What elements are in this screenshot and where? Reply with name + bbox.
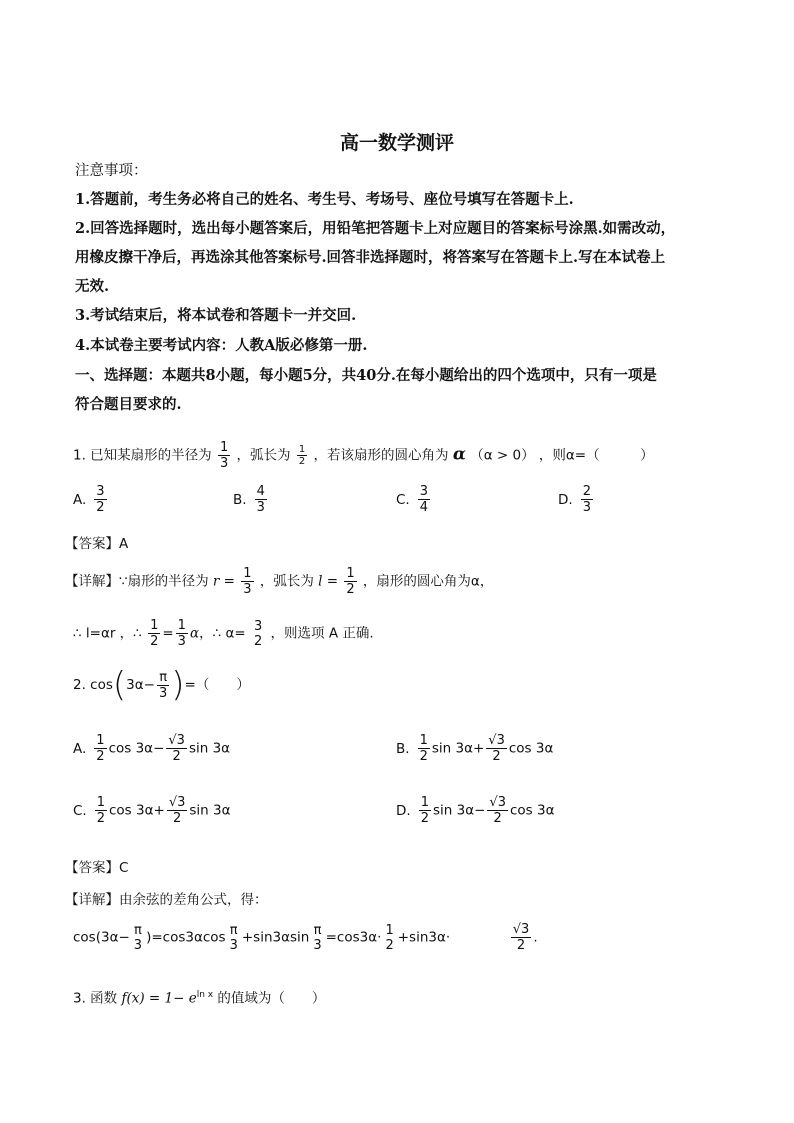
notice-item-4: 4.本试卷主要考试内容：人教A版必修第一册.	[75, 337, 368, 354]
q1-text-post: ，若该扇形的圆心角为	[313, 447, 449, 464]
q2-detail: 【详解】由余弦的差角公式，得：	[65, 892, 268, 908]
q1-text-mid: ，弧长为	[236, 447, 291, 464]
question-1	[73, 440, 734, 471]
q2-option-c: C. $\frac{1}{2}$ cos 3α+ $\frac{√3}{2}$ sin 3α	[73, 795, 231, 826]
notice-item-3: 3.考试结束后，将本试卷和答题卡一并交回.	[75, 307, 357, 324]
q1-text-pre: 1. 已知某扇形的半径为	[73, 447, 212, 464]
notice-heading: 注意事项：	[75, 163, 148, 179]
q2-answer: 【答案】C	[65, 860, 129, 876]
page-title: 高一数学测评	[339, 132, 454, 154]
question-2: 2. cos(3α− $\frac{\pi}{3}$ )=（ ）	[73, 665, 250, 705]
q2-option-b: B. $\frac{1}{2}$ sin 3α+ $\frac{√3}{2}$ cos 3α	[396, 733, 554, 764]
q1-option-b: B. $\frac{4}{3}$	[233, 484, 265, 515]
q1-radius-fraction: $\frac{1}{3}$	[219, 440, 229, 471]
q1-detail-2: ∴ l=αr ，∴ $\frac{1}{2}$ = $\frac{1}{3}$ α，∴ α= 3 2 ，则选项 A 正确.	[73, 618, 374, 649]
notice-item-1: 1.答题前，考生务必将自己的姓名、考生号、考场号、座位号填写在答题卡上.	[75, 191, 574, 208]
q1-option-a: A. $\frac{3}{2}$	[73, 484, 105, 515]
notice-item-2b: 用橡皮擦干净后，再选涂其他答案标号.回答非选择题时，将答案写在答题卡上.写在本试卷上	[75, 249, 666, 266]
q1-condition: （α > 0）	[470, 447, 535, 464]
q1-alpha: α	[452, 444, 466, 465]
q1-answer: 【答案】A	[65, 536, 129, 552]
q2-option-a: A. $\frac{1}{2}$ cos 3α− $\frac{√3}{2}$ sin 3α	[73, 733, 231, 764]
section-heading-2: 符合题目要求的.	[75, 396, 182, 413]
section-heading-1: 一、选择题：本题共8小题，每小题5分，共40分.在每小题给出的四个选项中，只有一项是	[75, 367, 657, 384]
q2-formula: cos(3α− π 3 )=cos3αcos π 3 +sin3αsin π 3 =cos3α· 1 2 +sin3α· $\frac{√3}{2}$ .	[73, 922, 538, 953]
q2-option-d: D. $\frac{1}{2}$ sin 3α− $\frac{√3}{2}$ cos 3α	[396, 795, 555, 826]
question-3: 3. 函数 $f(x) = 1- e^{ln x}$ 的值域为（ ）	[73, 990, 326, 1007]
q1-option-d: D. $\frac{2}{3}$	[558, 484, 591, 515]
notice-item-2c: 无效.	[75, 278, 110, 295]
q1-arc-fraction: $\frac{1}{2}$	[298, 444, 306, 467]
q1-option-c: C. $\frac{3}{4}$	[396, 484, 428, 515]
q1-text-tail: ，则α=（ ）	[538, 447, 654, 464]
q1-detail-1: 【详解】∵扇形的半径为 r = $\frac{1}{3}$ ，弧长为 l = $\frac{1}{2}$ ，扇形的圆心角为α，	[65, 566, 494, 597]
notice-item-2a: 2.回答选择题时，选出每小题答案后，用铅笔把答题卡上对应题目的答案标号涂黑.如需改动，	[75, 220, 676, 237]
